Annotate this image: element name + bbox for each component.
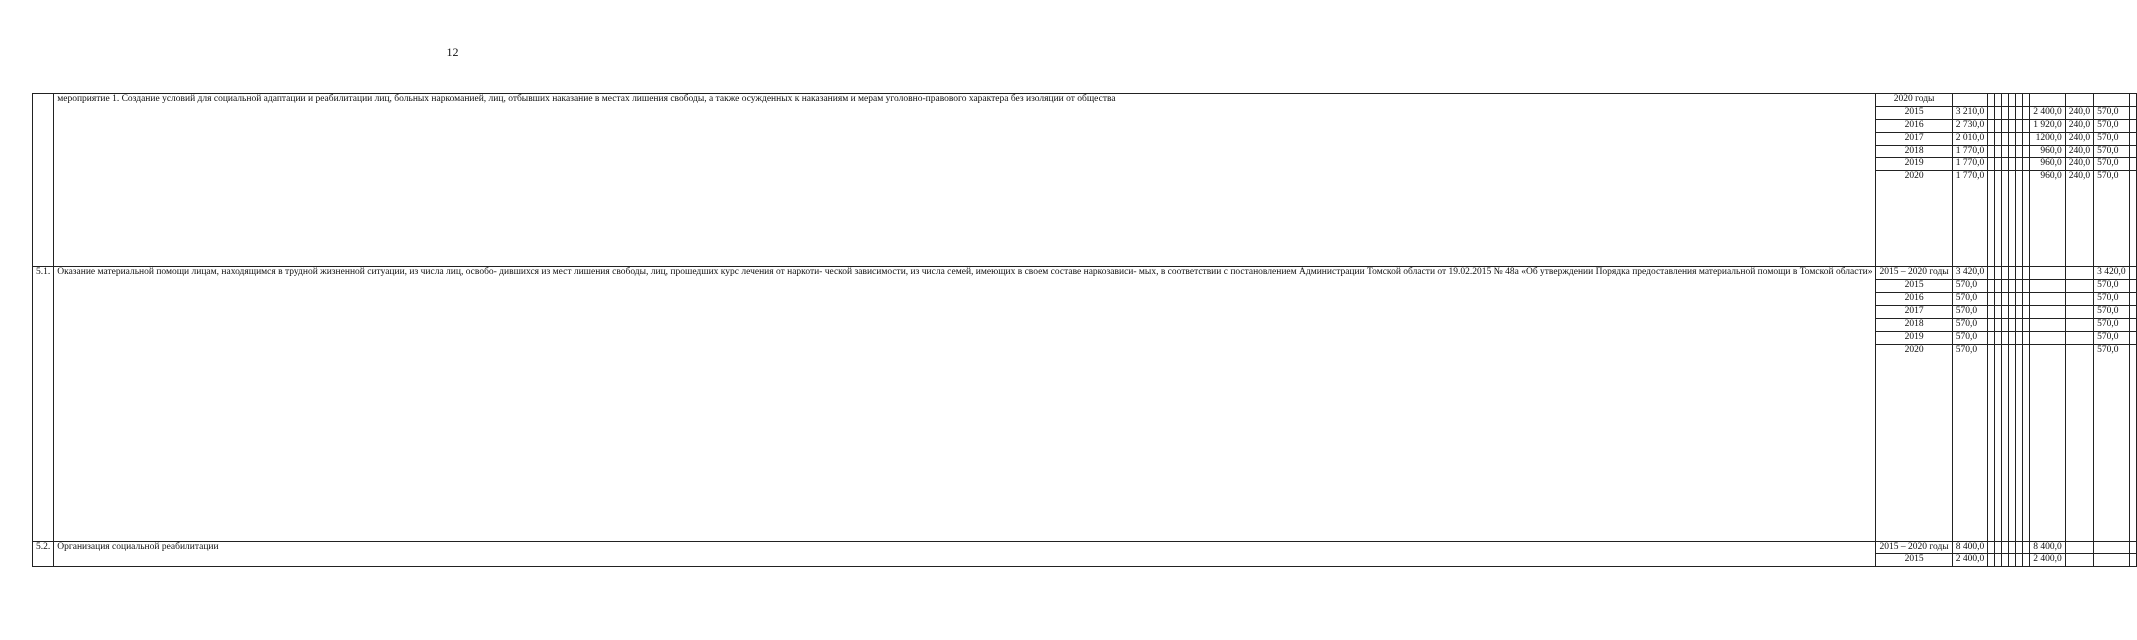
page-number: 12 bbox=[446, 45, 459, 59]
local-budget-cell bbox=[2065, 541, 2093, 554]
period-cell: 2018 bbox=[1876, 318, 1952, 331]
regional-budget-cell: 960,0 bbox=[2030, 158, 2066, 171]
other-sources-cell: 570,0 bbox=[2094, 305, 2130, 318]
other-sources-cell bbox=[2094, 94, 2130, 107]
total-cell: 3 420,0 bbox=[1952, 267, 1988, 280]
other-sources-cell: 570,0 bbox=[2094, 331, 2130, 344]
other-sources-cell: 570,0 bbox=[2094, 344, 2130, 541]
table-row bbox=[33, 94, 2137, 107]
other-sources-cell: 570,0 bbox=[2094, 158, 2130, 171]
period-cell: 2019 bbox=[1876, 331, 1952, 344]
row-number: 5.1. bbox=[33, 267, 54, 541]
local-budget-cell: 240,0 bbox=[2065, 106, 2093, 119]
period-cell: 2020 bbox=[1876, 344, 1952, 541]
local-budget-cell: 240,0 bbox=[2065, 171, 2093, 267]
program-table bbox=[32, 93, 2137, 567]
regional-budget-cell bbox=[2030, 94, 2066, 107]
period-cell: 2019 bbox=[1876, 158, 1952, 171]
other-sources-cell: 570,0 bbox=[2094, 132, 2130, 145]
regional-budget-cell bbox=[2030, 331, 2066, 344]
local-budget-cell bbox=[2065, 267, 2093, 280]
local-budget-cell bbox=[2065, 305, 2093, 318]
regional-budget-cell: 960,0 bbox=[2030, 171, 2066, 267]
local-budget-cell: 240,0 bbox=[2065, 145, 2093, 158]
measure-description: Оказание материальной помощи лицам, находящимся в трудной жизненной ситуации, из числа лиц, освобо- дившихся из мест лишения свободы, лиц, прошедших курс лечения от наркоти- ческой зависимости, из числа семей, имеющих в своем составе наркозависи- мых, в соответствии с постановлением Администрации Томской области от 19.02.2015 № 48а «Об утверждении Порядка предоставления материальной помощи в Томской области» bbox=[54, 267, 1876, 541]
other-sources-cell: 570,0 bbox=[2094, 106, 2130, 119]
local-budget-cell bbox=[2065, 318, 2093, 331]
regional-budget-cell: 2 400,0 bbox=[2030, 106, 2066, 119]
local-budget-cell: 240,0 bbox=[2065, 132, 2093, 145]
local-budget-cell: 240,0 bbox=[2065, 119, 2093, 132]
total-cell: 570,0 bbox=[1952, 280, 1988, 293]
local-budget-cell: 240,0 bbox=[2065, 158, 2093, 171]
other-sources-cell: 3 420,0 bbox=[2094, 267, 2130, 280]
regional-budget-cell: 960,0 bbox=[2030, 145, 2066, 158]
total-cell: 8 400,0 bbox=[1952, 541, 1988, 554]
measure-description: Организация социальной реабилитации bbox=[54, 541, 1876, 567]
period-cell: 2018 bbox=[1876, 145, 1952, 158]
local-budget-cell bbox=[2065, 280, 2093, 293]
total-cell: 2 730,0 bbox=[1952, 119, 1988, 132]
other-sources-cell: 570,0 bbox=[2094, 119, 2130, 132]
regional-budget-cell bbox=[2030, 293, 2066, 306]
regional-budget-cell bbox=[2030, 267, 2066, 280]
total-cell: 2 010,0 bbox=[1952, 132, 1988, 145]
other-sources-cell bbox=[2094, 541, 2130, 554]
table-row bbox=[33, 267, 2137, 280]
total-cell: 1 770,0 bbox=[1952, 171, 1988, 267]
regional-budget-cell bbox=[2030, 344, 2066, 541]
local-budget-cell bbox=[2065, 554, 2093, 567]
other-sources-cell: 570,0 bbox=[2094, 293, 2130, 306]
regional-budget-cell: 8 400,0 bbox=[2030, 541, 2066, 554]
total-cell: 2 400,0 bbox=[1952, 554, 1988, 567]
total-cell: 570,0 bbox=[1952, 293, 1988, 306]
total-cell: 570,0 bbox=[1952, 318, 1988, 331]
total-cell: 570,0 bbox=[1952, 344, 1988, 541]
local-budget-cell bbox=[2065, 293, 2093, 306]
period-cell: 2016 bbox=[1876, 293, 1952, 306]
local-budget-cell bbox=[2065, 94, 2093, 107]
other-sources-cell: 570,0 bbox=[2094, 171, 2130, 267]
other-sources-cell: 570,0 bbox=[2094, 318, 2130, 331]
period-cell: 2015 – 2020 годы bbox=[1876, 267, 1952, 280]
period-cell: 2015 bbox=[1876, 280, 1952, 293]
total-cell bbox=[1952, 94, 1988, 107]
period-cell: 2015 bbox=[1876, 106, 1952, 119]
regional-budget-cell: 2 400,0 bbox=[2030, 554, 2066, 567]
period-cell: 2016 bbox=[1876, 119, 1952, 132]
period-cell: 2020 годы bbox=[1876, 94, 1952, 107]
other-sources-cell: 570,0 bbox=[2094, 145, 2130, 158]
regional-budget-cell bbox=[2030, 318, 2066, 331]
total-cell: 570,0 bbox=[1952, 305, 1988, 318]
total-cell: 570,0 bbox=[1952, 331, 1988, 344]
regional-budget-cell bbox=[2030, 305, 2066, 318]
period-cell: 2017 bbox=[1876, 305, 1952, 318]
other-sources-cell bbox=[2094, 554, 2130, 567]
row-number: 5.2. bbox=[33, 541, 54, 567]
period-cell: 2020 bbox=[1876, 171, 1952, 267]
total-cell: 3 210,0 bbox=[1952, 106, 1988, 119]
measure-description: мероприятие 1. Создание условий для социальной адаптации и реабилитации лиц, больных наркоманией, лиц, отбывших наказание в местах лишения свободы, а также осужденных к наказаниям и мерам уголовно-правового характера без изоляции от общества bbox=[54, 94, 1876, 267]
period-cell: 2015 bbox=[1876, 554, 1952, 567]
regional-budget-cell bbox=[2030, 280, 2066, 293]
regional-budget-cell: 1 920,0 bbox=[2030, 119, 2066, 132]
local-budget-cell bbox=[2065, 331, 2093, 344]
regional-budget-cell: 1200,0 bbox=[2030, 132, 2066, 145]
period-cell: 2015 – 2020 годы bbox=[1876, 541, 1952, 554]
total-cell: 1 770,0 bbox=[1952, 145, 1988, 158]
table-row bbox=[33, 541, 2137, 554]
period-cell: 2017 bbox=[1876, 132, 1952, 145]
row-number bbox=[33, 94, 54, 267]
local-budget-cell bbox=[2065, 344, 2093, 541]
other-sources-cell: 570,0 bbox=[2094, 280, 2130, 293]
total-cell: 1 770,0 bbox=[1952, 158, 1988, 171]
